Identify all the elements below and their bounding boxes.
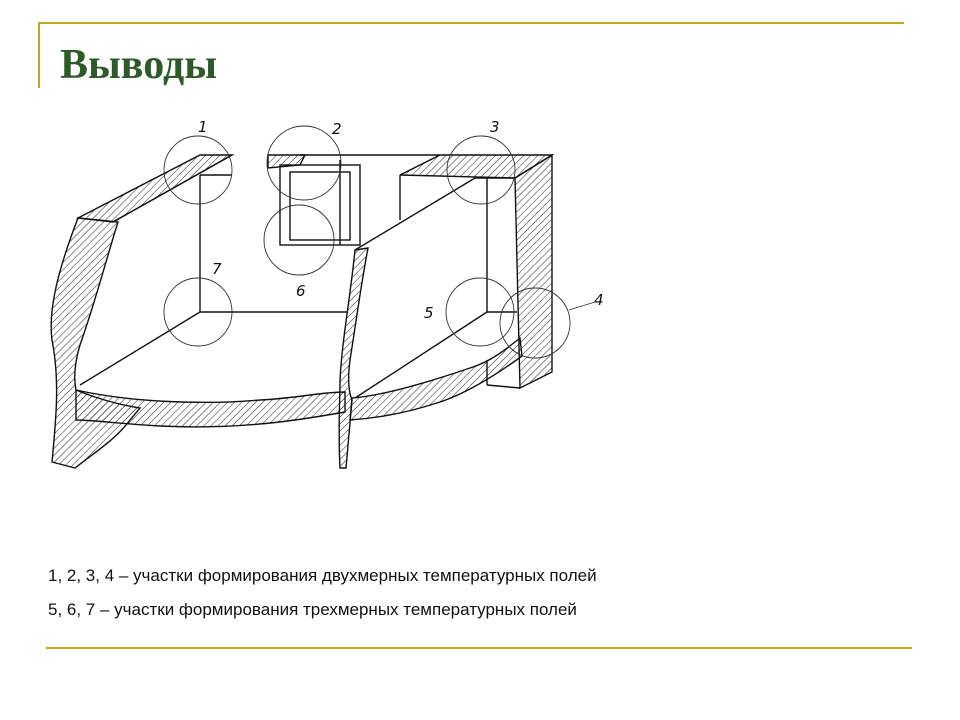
zone-label-1: 1	[198, 118, 208, 136]
bottom-border-line	[46, 647, 912, 649]
caption-two-dimensional: 1, 2, 3, 4 – участки формирования двухмерных температурных полей	[48, 566, 597, 585]
zone-label-7: 7	[212, 260, 222, 278]
zone-label-4: 4	[594, 291, 604, 309]
caption-three-dimensional: 5, 6, 7 – участки формирования трехмерных температурных полей	[48, 600, 577, 619]
zone-label-5: 5	[424, 304, 434, 322]
zone-label-6: 6	[296, 282, 306, 300]
wall-structure	[51, 155, 552, 468]
slide-title: Выводы	[60, 42, 218, 88]
zone-label-2: 2	[332, 120, 342, 138]
zone-label-3: 3	[490, 118, 500, 136]
